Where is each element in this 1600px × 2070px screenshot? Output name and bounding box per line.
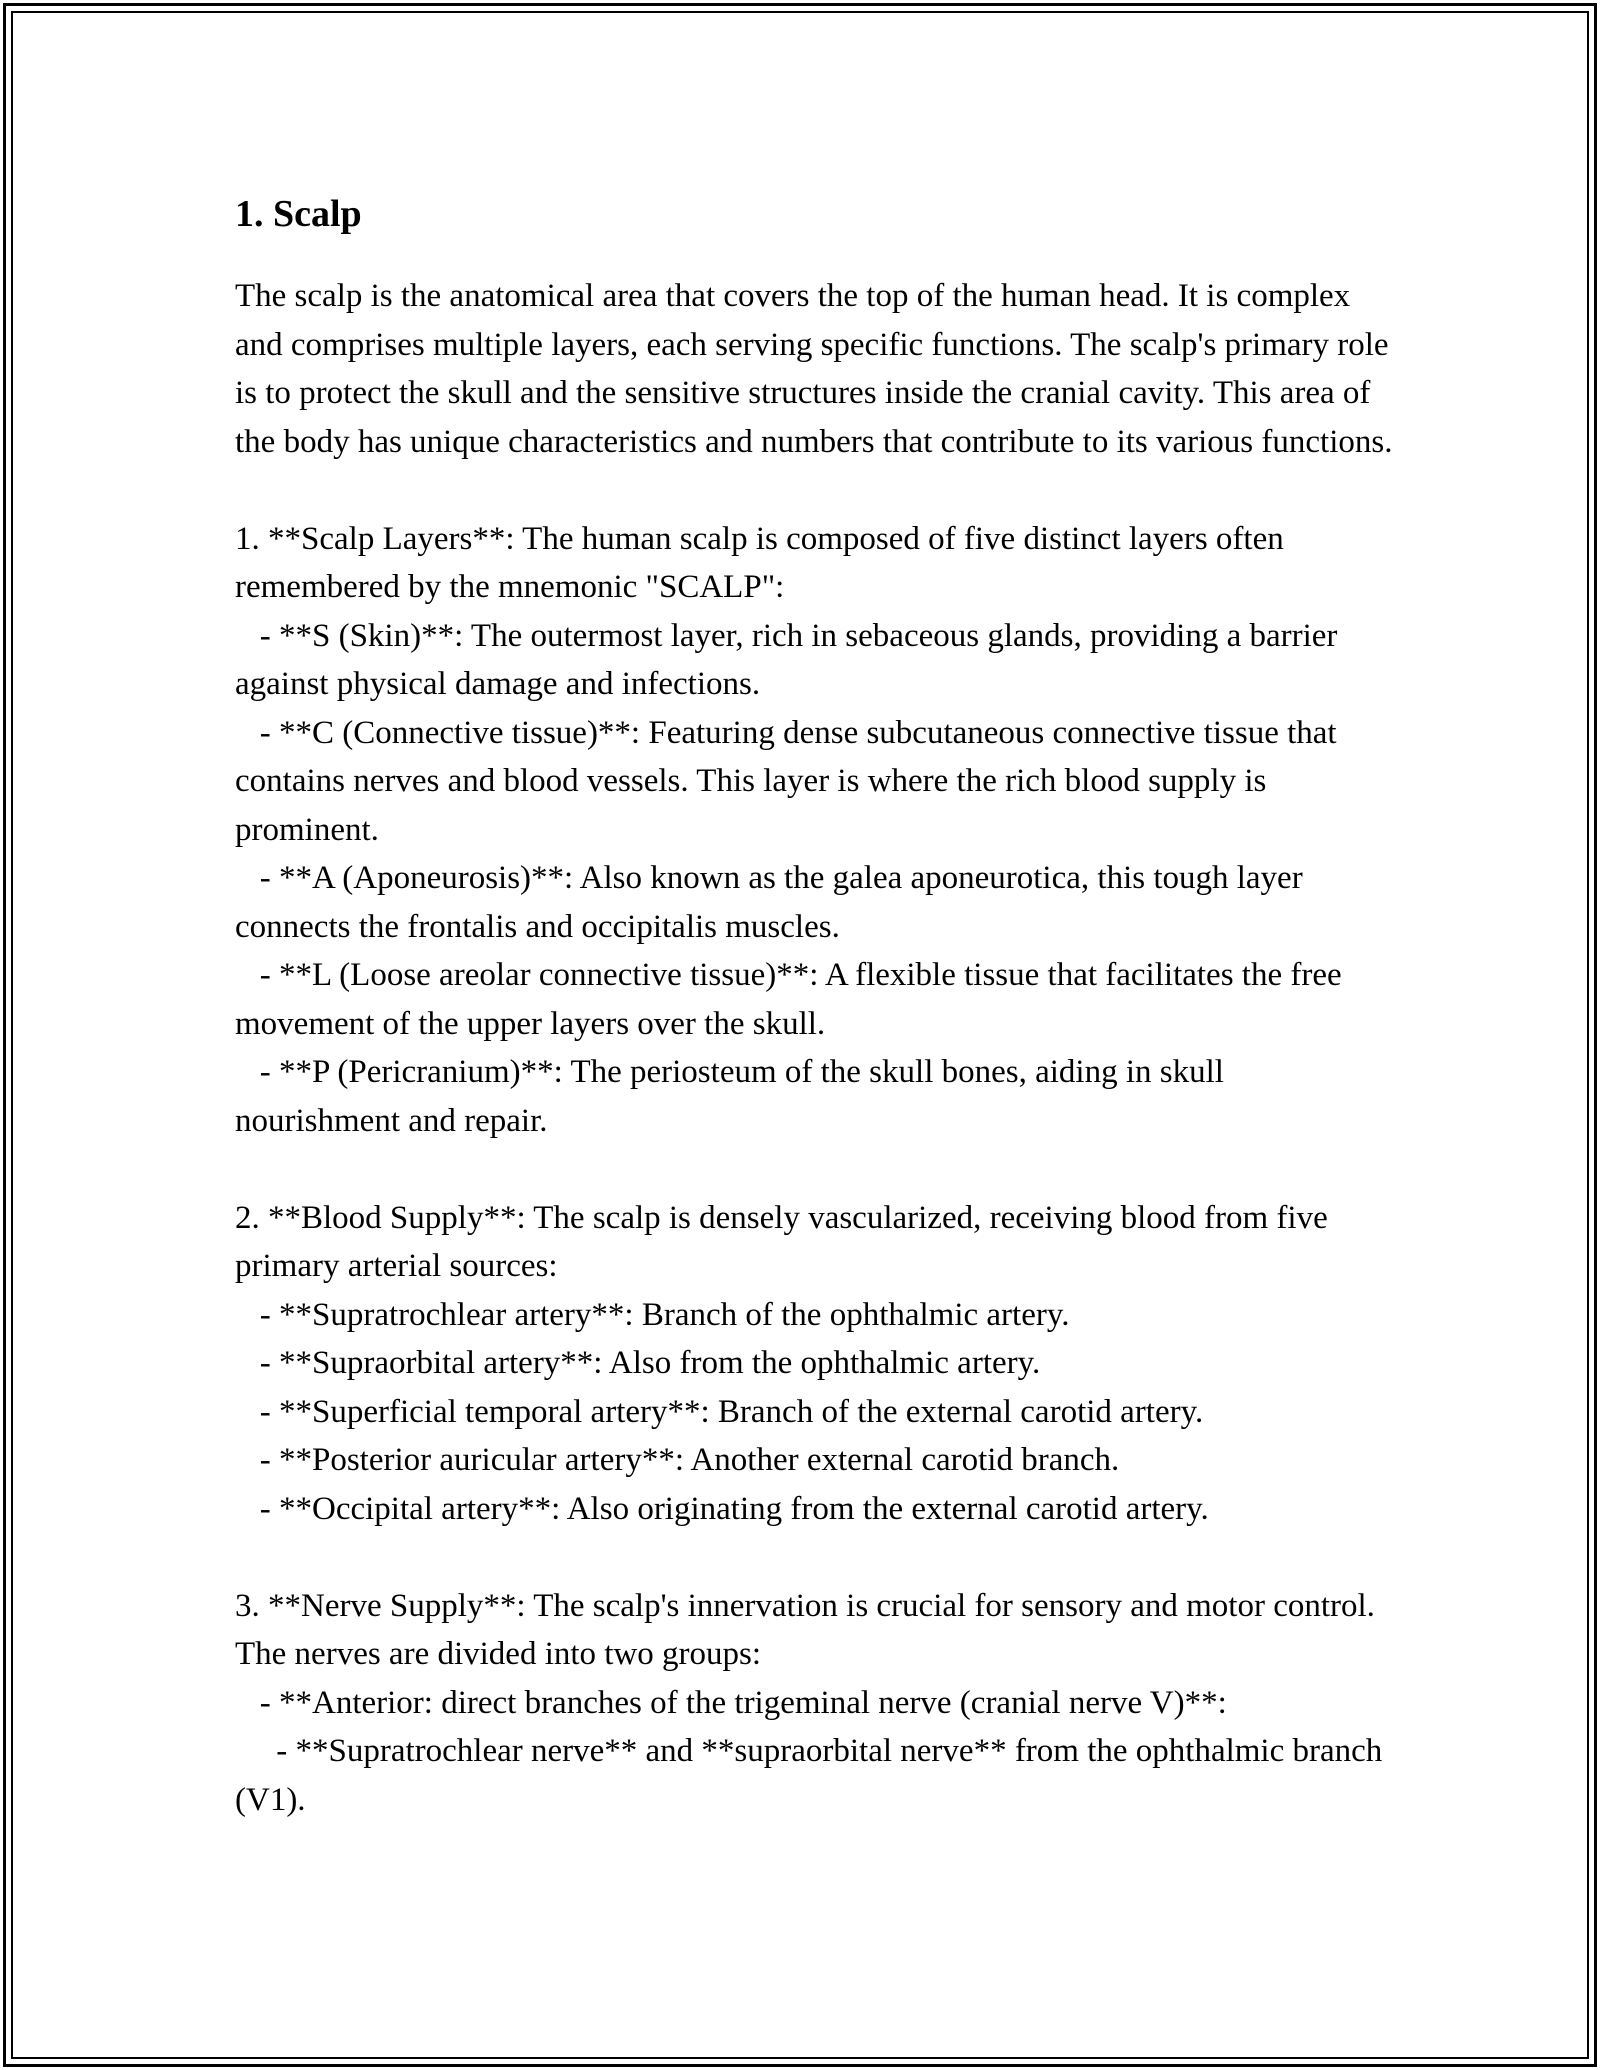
scalp-layers-section [235, 515, 1395, 1146]
list-item: - **Supratrochlear artery**: Branch of the ophthalmic artery. [235, 1296, 1070, 1333]
nerve-supply-section [235, 1582, 1395, 1825]
spacer [235, 1533, 1395, 1582]
list-item: - **S (Skin)**: The outermost layer, rich in sebaceous glands, providing a barrier against physical damage and infections. [235, 617, 1346, 702]
list-item: - **L (Loose areolar connective tissue)**: A flexible tissue that facilitates the free movement of the upper layers over the skull. [235, 957, 1350, 1042]
document-body [235, 190, 1395, 1824]
list-item: - **Supratrochlear nerve** and **supraorbital nerve** from the ophthalmic branch (V1). [235, 1733, 1391, 1818]
intro-paragraph: The scalp is the anatomical area that covers the top of the human head. It is complex and comprises multiple layers, each serving specific functions. The scalp's primary role is to protect the skull and the sensitive structures inside the cranial cavity. This area of the body has unique characteristics and numbers that contribute to its various functions. [235, 278, 1397, 460]
list-item-title: 1. **Scalp Layers**: The human scalp is composed of five distinct layers often remembered by the mnemonic "SCALP": [235, 520, 1292, 605]
list-item: - **Posterior auricular artery**: Another external carotid branch. [235, 1442, 1120, 1478]
list-item: - **C (Connective tissue)**: Featuring dense subcutaneous connective tissue that contains nerves and blood vessels. This layer is where the rich blood supply is prominent. [235, 714, 1345, 848]
list-item-title: 3. **Nerve Supply**: The scalp's innervation is crucial for sensory and motor control. The nerves are divided into two groups: [235, 1587, 1383, 1672]
blood-supply-section [235, 1194, 1395, 1534]
list-item-title: 2. **Blood Supply**: The scalp is densely vascularized, receiving blood from five primary arterial sources: [235, 1199, 1336, 1284]
spacer [235, 466, 1395, 515]
list-item: - **Superficial temporal artery**: Branch of the external carotid artery. [235, 1393, 1204, 1430]
spacer [235, 238, 1395, 272]
spacer [235, 1145, 1395, 1194]
section-heading: 1. Scalp [235, 193, 362, 235]
list-item: - **Occipital artery**: Also originating from the external carotid artery. [235, 1490, 1209, 1527]
list-item: - **Supraorbital artery**: Also from the ophthalmic artery. [235, 1345, 1041, 1381]
list-item: - **A (Aponeurosis)**: Also known as the galea aponeurotica, this tough layer connects the frontalis and occipitalis muscles. [235, 860, 1311, 945]
list-item: - **Anterior: direct branches of the trigeminal nerve (cranial nerve V)**: [235, 1684, 1227, 1721]
list-item: - **P (Pericranium)**: The periosteum of the skull bones, aiding in skull nourishment and repair. [235, 1054, 1233, 1139]
